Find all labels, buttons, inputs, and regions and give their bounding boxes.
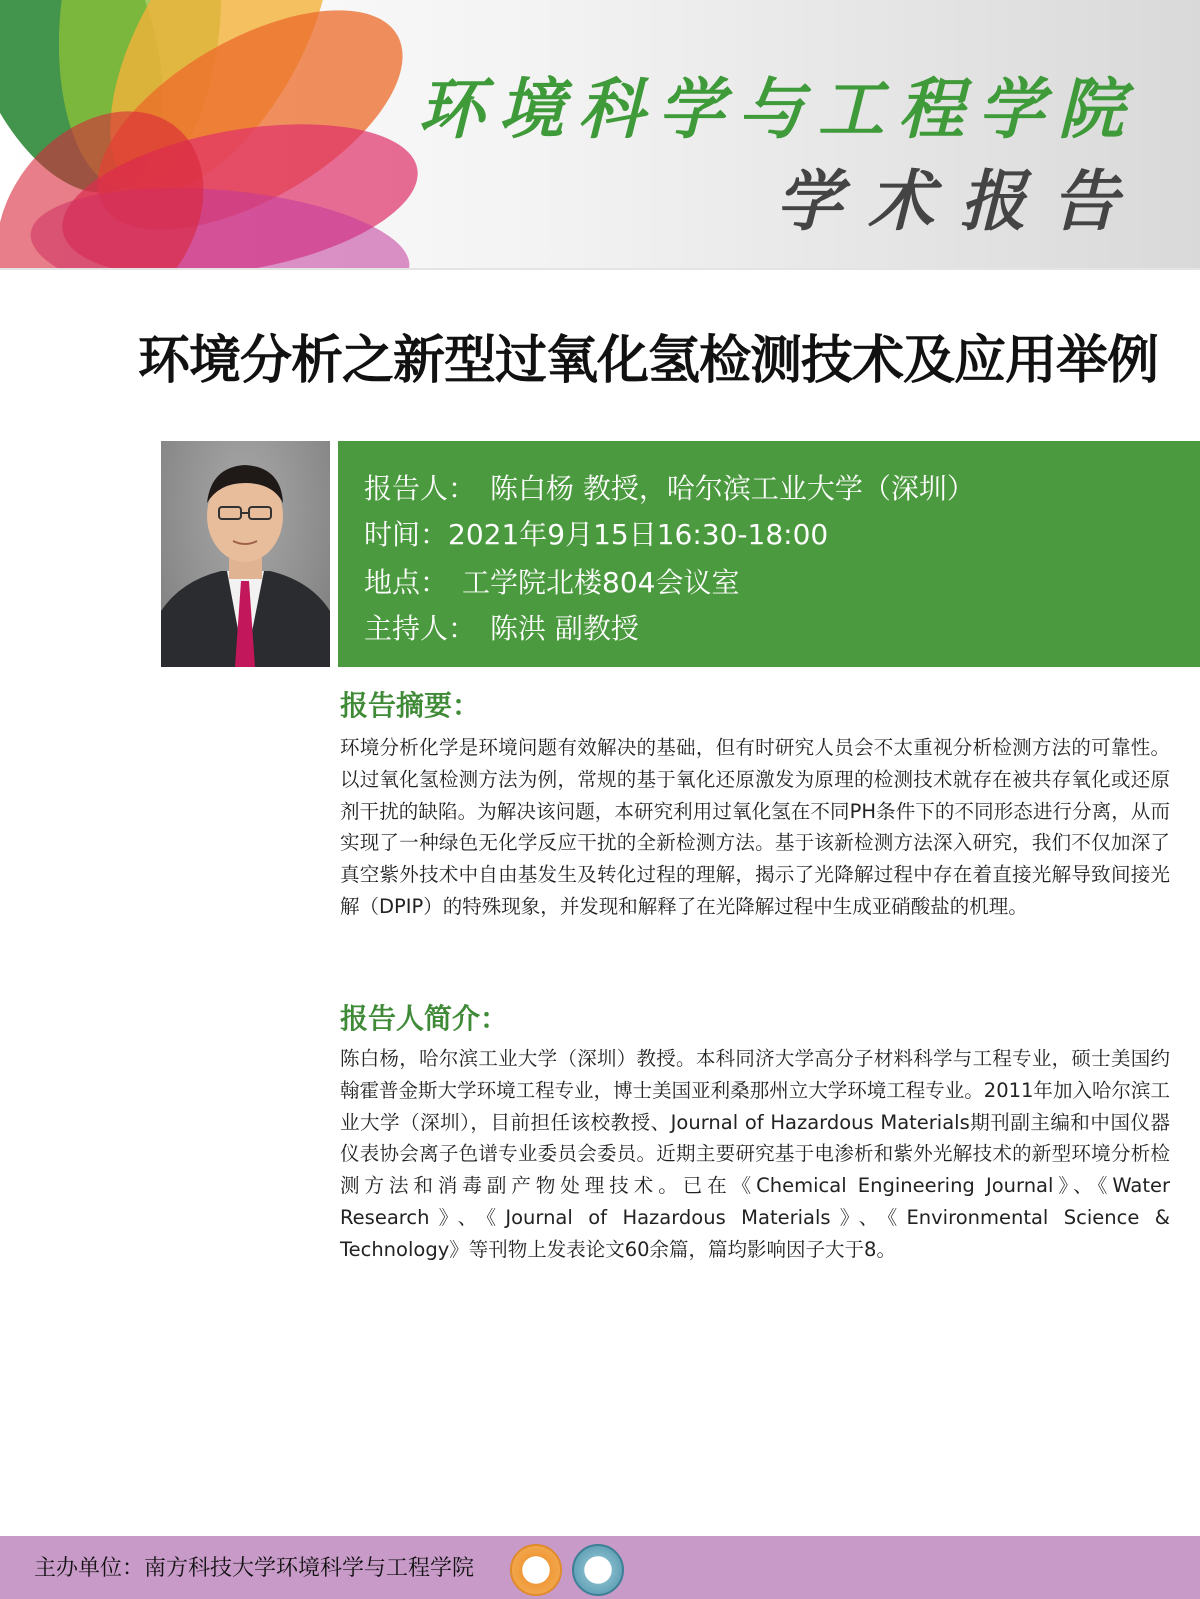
abstract-body: 环境分析化学是环境问题有效解决的基础，但有时研究人员会不太重视分析检测方法的可靠性。以过氧化氢检测方法为例，常规的基于氧化还原激发为原理的检测技术就存在被共存氧化或还原剂干扰的缺陷。为解决该问题，本研究利用过氧化氢在不同PH条件下的不同形态进行分离，从而实现了一种绿色无化学反应干扰的全新检测方法。基于该新检测方法深入研究，我们不仅加深了真空紫外技术中自由基发生及转化过程的理解，揭示了光降解过程中存在着直接光解导致间接光解（DPIP）的特殊现象，并发现和解释了在光降解过程中生成亚硝酸盐的机理。 <box>340 736 1170 918</box>
footer-bar <box>0 1536 1200 1599</box>
time-line <box>364 513 828 553</box>
organizer-text: 主办单位：南方科技大学环境科学与工程学院 <box>34 1556 475 1581</box>
host-value: 陈洪 副教授 <box>490 612 639 645</box>
info-panel <box>338 441 1200 667</box>
speaker-label: 报告人： <box>364 472 477 505</box>
host-line <box>364 607 639 647</box>
header-banner <box>0 0 1200 270</box>
banner-divider <box>0 268 1200 270</box>
speaker-line <box>364 467 975 507</box>
abstract-heading: 报告摘要： <box>340 689 481 722</box>
bio-heading: 报告人简介： <box>340 1002 509 1035</box>
speaker-portrait-icon <box>161 441 330 667</box>
speaker-photo <box>161 441 330 667</box>
report-type: 学术报告 <box>776 162 1144 240</box>
location-value: 工学院北楼804会议室 <box>462 566 740 599</box>
bio-body: 陈白杨，哈尔滨工业大学（深圳）教授。本科同济大学高分子材料科学与工程专业，硕士美国约翰霍普金斯大学环境工程专业，博士美国亚利桑那州立大学环境工程专业。2011年加入哈尔滨工业大学（深圳），目前担任该校教授、Journal of Hazardous Materials期刊副主编和中国仪器仪表协会离子色谱专业委员会委员。近期主要研究基于电渗析和紫外光解技术的新型环境分析检测方法和消毒副产物处理技术。已在《Chemical Engineering Journal》、《Water Research》、《Journal of Hazardous Materials》、《Environmental Science & Technology》等刊物上发表论文60余篇，篇均影响因子大于8。 <box>340 1047 1170 1261</box>
location-line <box>364 561 739 601</box>
host-label: 主持人： <box>364 612 477 645</box>
school-name: 环境科学与工程学院 <box>418 70 1138 148</box>
speaker-value: 陈白杨 教授，哈尔滨工业大学（深圳） <box>490 472 975 505</box>
location-label: 地点： <box>364 566 449 599</box>
time-label: 时间： <box>364 518 449 551</box>
lecture-title: 环境分析之新型过氧化氢检测技术及应用举例 <box>138 331 1159 391</box>
time-value: 2021年9月15日16:30-18:00 <box>448 518 829 551</box>
petal-decoration <box>0 0 430 270</box>
school-logo-icon <box>572 1544 624 1596</box>
university-logo-icon <box>510 1544 562 1596</box>
